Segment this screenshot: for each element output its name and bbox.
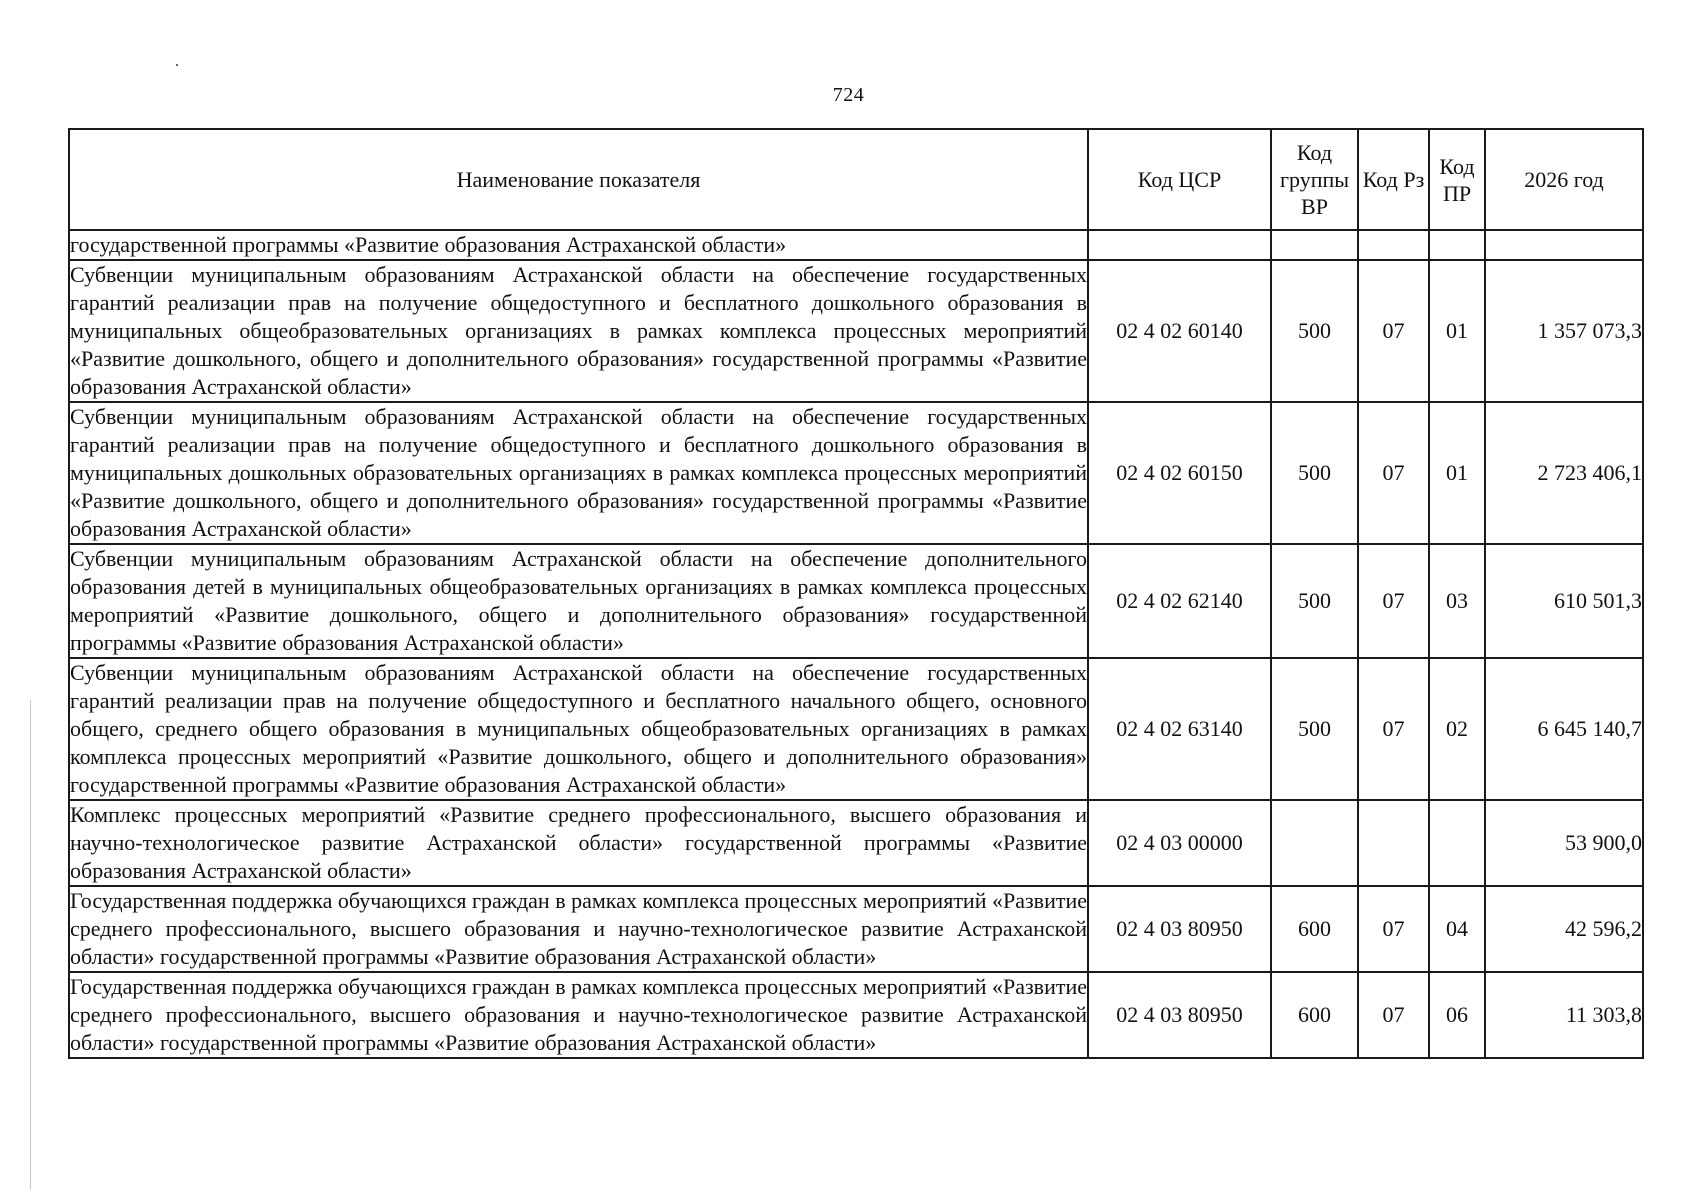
row-pr: 01 (1429, 402, 1485, 544)
header-vr-group-code: Код группы ВР (1271, 129, 1358, 230)
row-vr (1271, 800, 1358, 886)
row-amount: 11 303,8 (1485, 972, 1643, 1058)
row-pr (1429, 800, 1485, 886)
row-csr: 02 4 02 60150 (1088, 402, 1271, 544)
row-name: Субвенции муниципальным образованиям Астраханской области на обеспечение государственных гарантий реализации прав на получение общедоступного и бесплатного дошкольного образования в муниципальных общеобразовательных организациях в рамках комплекса процессных мероприятий «Развитие дошкольного, общего и дополнительного образования» государственной программы «Развитие образования Астраханской области» (69, 260, 1088, 402)
table-row (69, 886, 1643, 972)
row-csr: 02 4 03 00000 (1088, 800, 1271, 886)
table-row (69, 260, 1643, 402)
row-rz (1358, 230, 1429, 260)
row-amount (1485, 230, 1643, 260)
row-vr (1271, 230, 1358, 260)
table-row (69, 402, 1643, 544)
row-rz: 07 (1358, 544, 1429, 658)
scan-artifact (176, 64, 178, 66)
header-row (69, 129, 1643, 230)
table-row (69, 230, 1643, 260)
row-rz: 07 (1358, 972, 1429, 1058)
row-vr: 600 (1271, 972, 1358, 1058)
header-name: Наименование показателя (69, 129, 1088, 230)
row-vr: 500 (1271, 260, 1358, 402)
table-row (69, 658, 1643, 800)
row-name: государственной программы «Развитие образования Астраханской области» (69, 230, 1088, 260)
row-pr: 03 (1429, 544, 1485, 658)
header-csr-code: Код ЦСР (1088, 129, 1271, 230)
table-header (69, 129, 1643, 230)
table-body (69, 230, 1643, 1058)
row-pr: 01 (1429, 260, 1485, 402)
header-pr-code: Код ПР (1429, 129, 1485, 230)
row-amount: 2 723 406,1 (1485, 402, 1643, 544)
row-amount: 610 501,3 (1485, 544, 1643, 658)
row-rz (1358, 800, 1429, 886)
header-rz-code: Код Рз (1358, 129, 1429, 230)
row-amount: 6 645 140,7 (1485, 658, 1643, 800)
table-row (69, 800, 1643, 886)
row-pr: 06 (1429, 972, 1485, 1058)
row-csr (1088, 230, 1271, 260)
row-csr: 02 4 02 62140 (1088, 544, 1271, 658)
row-rz: 07 (1358, 260, 1429, 402)
row-amount: 42 596,2 (1485, 886, 1643, 972)
row-csr: 02 4 03 80950 (1088, 972, 1271, 1058)
row-amount: 1 357 073,3 (1485, 260, 1643, 402)
row-rz: 07 (1358, 658, 1429, 800)
row-vr: 500 (1271, 544, 1358, 658)
row-vr: 500 (1271, 402, 1358, 544)
row-rz: 07 (1358, 886, 1429, 972)
table-row (69, 972, 1643, 1058)
row-name: Государственная поддержка обучающихся граждан в рамках комплекса процессных мероприятий «Развитие среднего профессионального, высшего образования и научно-технологическое развитие Астраханской области» государственной программы «Развитие образования Астраханской области» (69, 886, 1088, 972)
row-name: Комплекс процессных мероприятий «Развитие среднего профессионального, высшего образования и научно-технологическое развитие Астраханской области» государственной программы «Развитие образования Астраханской области» (69, 800, 1088, 886)
row-csr: 02 4 03 80950 (1088, 886, 1271, 972)
row-pr: 02 (1429, 658, 1485, 800)
budget-table (68, 128, 1644, 1059)
row-amount: 53 900,0 (1485, 800, 1643, 886)
row-name: Субвенции муниципальным образованиям Астраханской области на обеспечение государственных гарантий реализации прав на получение общедоступного и бесплатного дошкольного образования в муниципальных дошкольных образовательных организациях в рамках комплекса процессных мероприятий «Развитие дошкольного, общего и дополнительного образования» государственной программы «Развитие образования Астраханской области» (69, 402, 1088, 544)
row-csr: 02 4 02 63140 (1088, 658, 1271, 800)
row-name: Субвенции муниципальным образованиям Астраханской области на обеспечение дополнительного образования детей в муниципальных общеобразовательных организациях в рамках комплекса процессных мероприятий «Развитие дошкольного, общего и дополнительного образования» государственной программы «Развитие образования Астраханской области» (69, 544, 1088, 658)
row-pr (1429, 230, 1485, 260)
row-vr: 500 (1271, 658, 1358, 800)
scan-edge-line (30, 700, 31, 1190)
row-name: Государственная поддержка обучающихся граждан в рамках комплекса процессных мероприятий «Развитие среднего профессионального, высшего образования и научно-технологическое развитие Астраханской области» государственной программы «Развитие образования Астраханской области» (69, 972, 1088, 1058)
page-number: 724 (832, 84, 865, 106)
row-rz: 07 (1358, 402, 1429, 544)
row-vr: 600 (1271, 886, 1358, 972)
row-pr: 04 (1429, 886, 1485, 972)
row-csr: 02 4 02 60140 (1088, 260, 1271, 402)
header-year-2026: 2026 год (1485, 129, 1643, 230)
row-name: Субвенции муниципальным образованиям Астраханской области на обеспечение государственных гарантий реализации прав на получение общедоступного и бесплатного начального общего, основного общего, среднего общего образования в муниципальных общеобразовательных организациях в рамках комплекса процессных мероприятий «Развитие дошкольного, общего и дополнительного образования» государственной программы «Развитие образования Астраханской области» (69, 658, 1088, 800)
table-row (69, 544, 1643, 658)
